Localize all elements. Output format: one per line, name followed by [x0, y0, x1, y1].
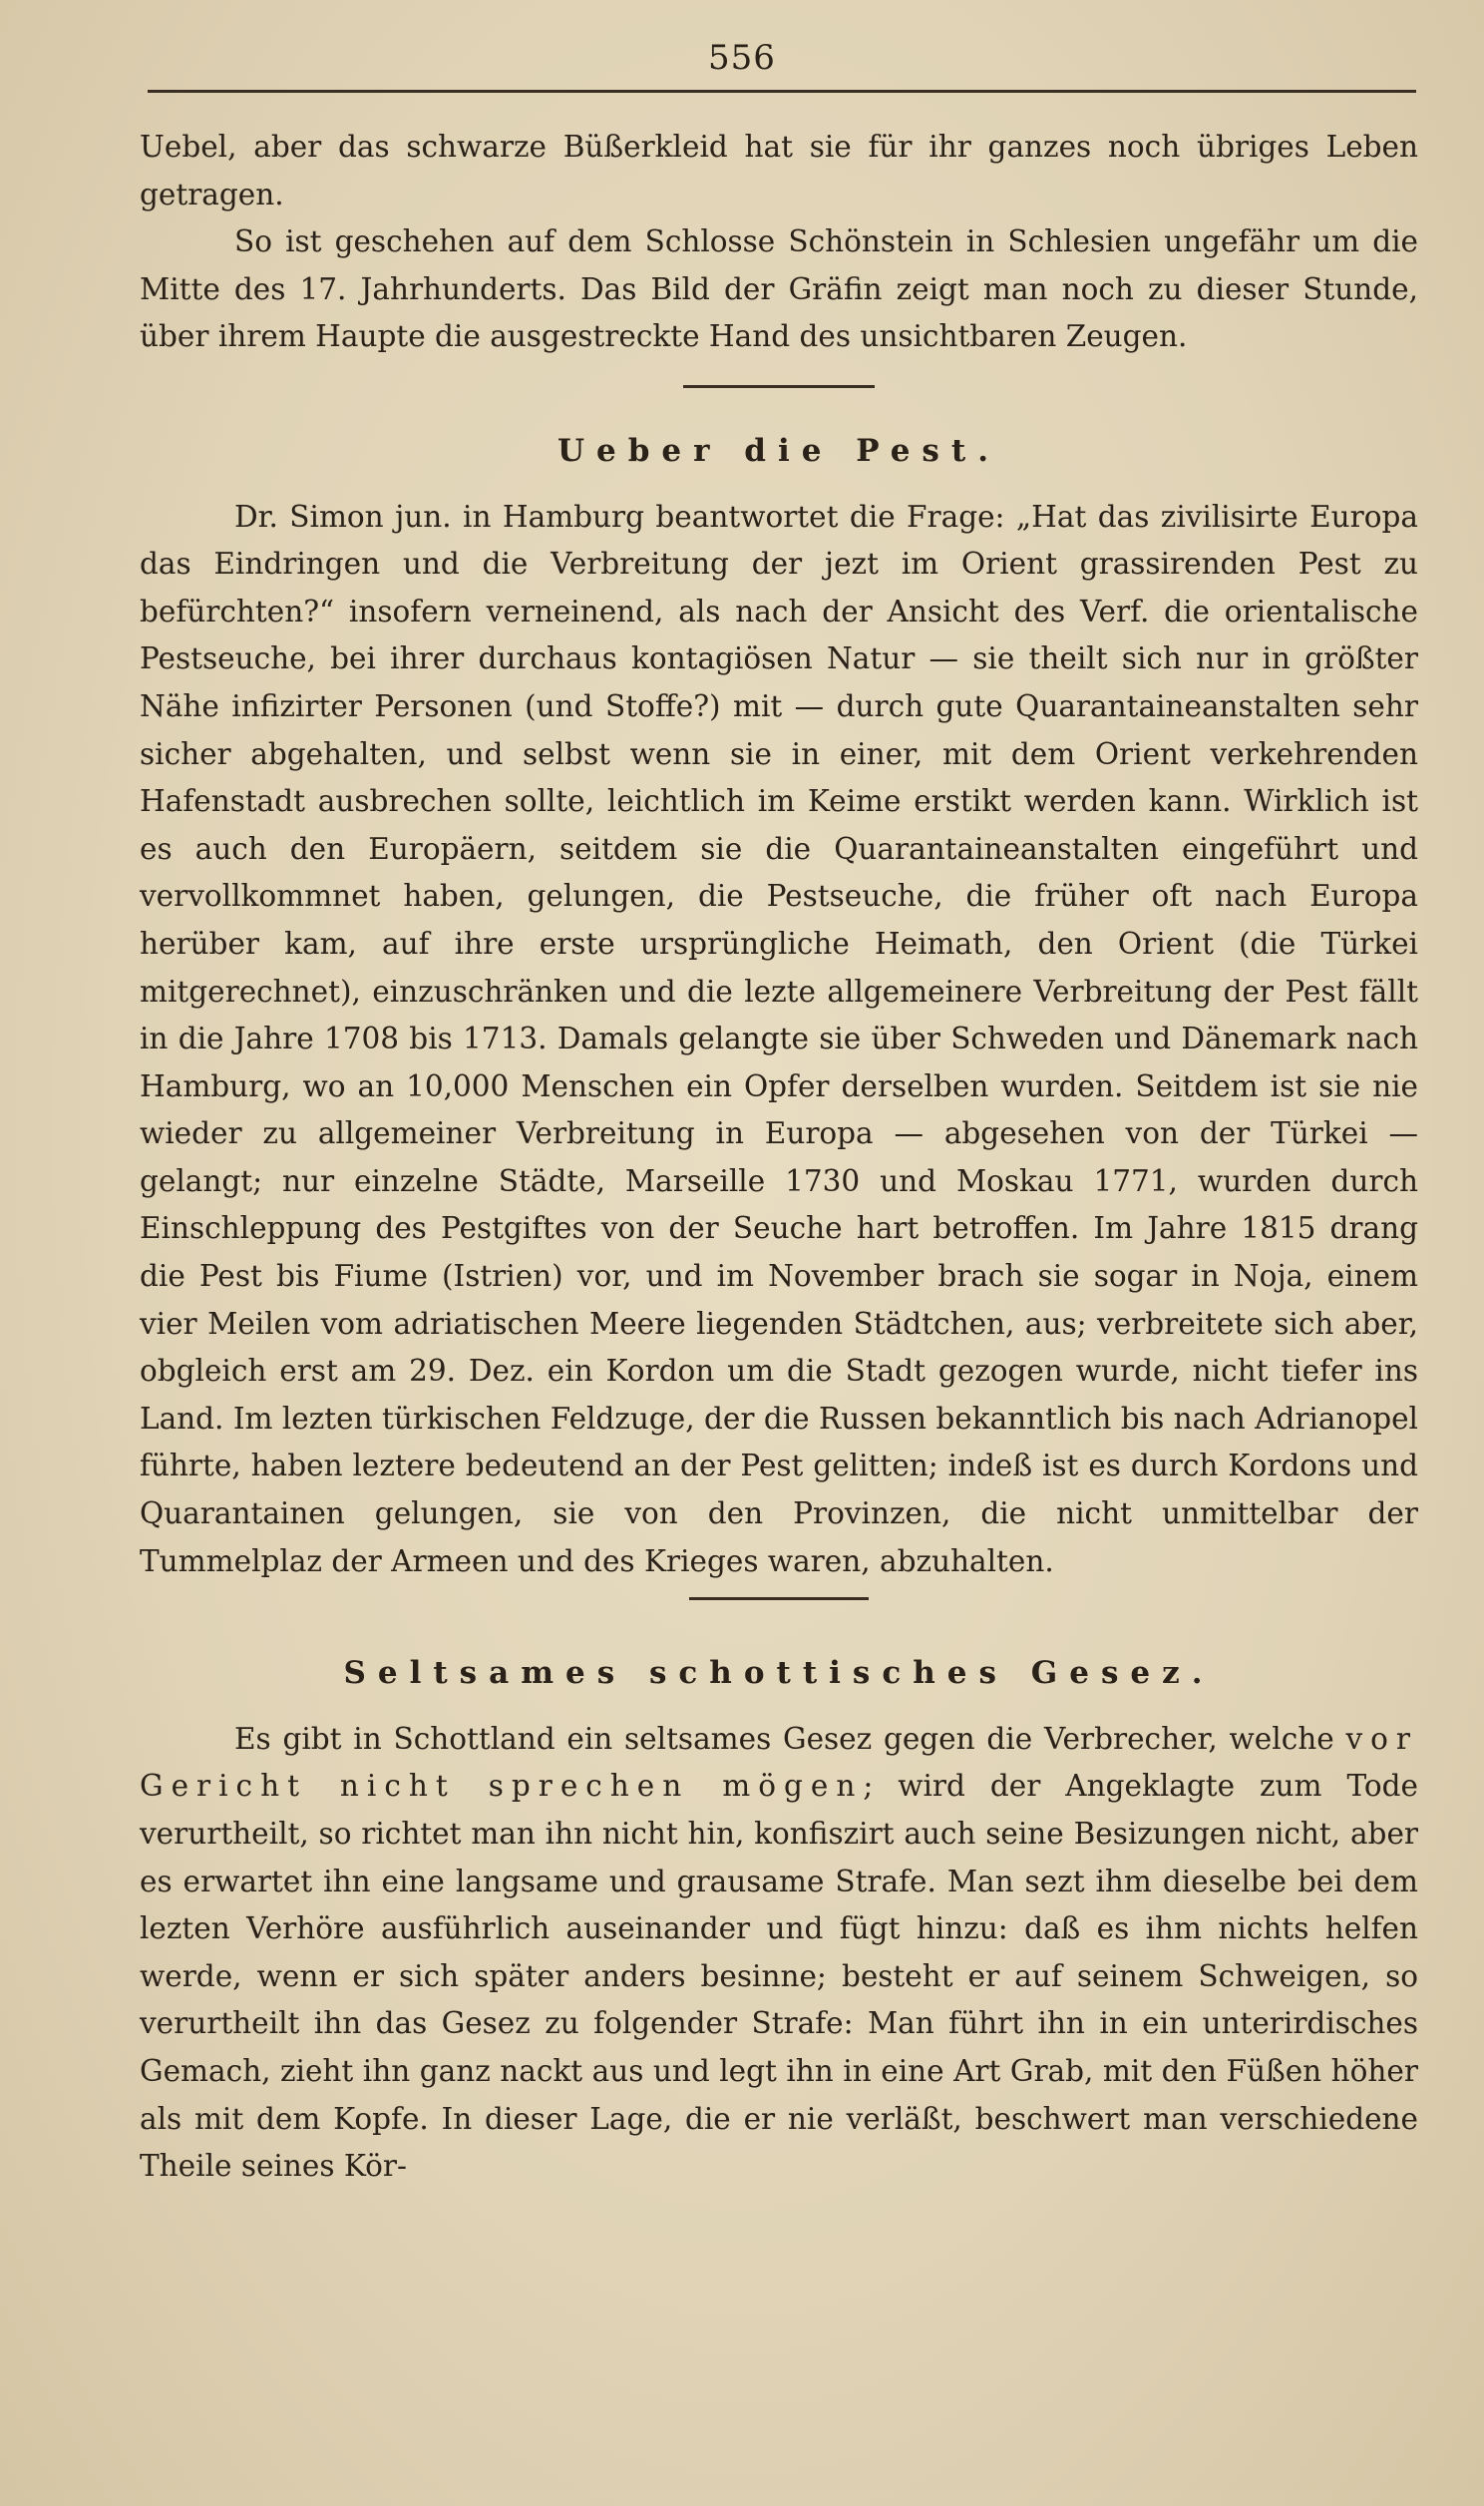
paragraph-gesez-emphasis: vor Gericht nicht sprechen mögen: [140, 1721, 1418, 1804]
paragraph-gesez-rest: ; wird der Angeklagte zum Tode verurtheilt, so richtet man ihn nicht hin, konfiszirt auch seine Besizungen nicht, aber es erwartet ihn eine langsame und grausame Strafe. Man sezt ihm dieselbe bei dem lezten Verhöre ausführlich auseinander und fügt hinzu: daß es ihm nichts helfen werde, wenn er sich später anders besinne; besteht er auf seinem Schweigen, so verurtheilt ihn das Gesez zu folgender Strafe: Man führt ihn in ein unterirdisches Gemach, zieht ihn ganz nackt aus und legt ihn in eine Art Grab, mit den Füßen höher als mit dem Kopfe. In dieser Lage, die er nie verläßt, beschwert man verschiedene Theile seines Kör-: [140, 1769, 1418, 2184]
section-divider: [689, 1597, 869, 1600]
paragraph-gesez-start: Es gibt in Schottland ein seltsames Gesez gegen die Verbrecher, welche: [234, 1721, 1334, 1756]
paragraph-pest: Dr. Simon jun. in Hamburg beantwortet die Frage: „Hat das zivilisirte Europa das Eindringen und die Verbreitung der jezt im Orient grassirenden Pest zu befürchten?“ insofern verneinend, als nach der Ansicht des Verf. die orientalische Pestseuche, bei ihrer durchaus kontagiösen Natur — sie theilt sich nur in größter Nähe infizirter Personen (und Stoffe?) mit — durch gute Quarantaineanstalten sehr sicher abgehalten, und selbst wenn sie in einer, mit dem Orient verkehrenden Hafenstadt ausbrechen sollte, leichtlich im Keime erstikt werden kann. Wirklich ist es auch den Europäern, seitdem sie die Quarantaineanstalten eingeführt und vervollkommnet haben, gelungen, die Pestseuche, die früher oft nach Europa herüber kam, auf ihre erste ursprüngliche Heimath, den Orient (die Türkei mitgerechnet), einzuschränken und die lezte allgemeinere Verbreitung der Pest fällt in die Jahre 1708 bis 1713. Damals gelangte sie über Schweden und Dänemark nach Hamburg, wo an 10,000 Menschen ein Opfer derselben wurden. Seitdem ist sie nie wieder zu allgemeiner Verbreitung in Europa — abgesehen von der Türkei — gelangt; nur einzelne Städte, Marseille 1730 und Moskau 1771, wurden durch Einschleppung des Pestgiftes von der Seuche hart betroffen. Im Jahre 1815 drang die Pest bis Fiume (Istrien) vor, und im November brach sie sogar in Noja, einem vier Meilen vom adriatischen Meere liegenden Städtchen, aus; verbreitete sich aber, obgleich erst am 29. Dez. ein Kordon um die Stadt gezogen wurde, nicht tiefer ins Land. Im lezten türkischen Feldzuge, der die Russen bekanntlich bis nach Adrianopel führte, haben leztere bedeutend an der Pest gelitten; indeß ist es durch Kordons und Quarantainen gelungen, sie von den Provinzen, die nicht unmittelbar der Tummelplaz der Armeen und des Krieges waren, abzuhalten.: [140, 499, 1418, 1578]
page-number: 556: [708, 38, 776, 78]
paragraph-schoenstein: So ist geschehen auf dem Schlosse Schönstein in Schlesien ungefähr um die Mitte des 17. Jahrhunderts. Das Bild der Gräfin zeigt man noch zu dieser Stunde, über ihrem Haupte die ausgestreckte Hand des unsichtbaren Zeugen.: [140, 224, 1418, 354]
paragraph-gesez: [140, 1716, 1418, 2191]
paragraph-continuation: Uebel, aber das schwarze Büßerkleid hat sie für ihr ganzes noch übriges Leben getragen.: [140, 130, 1418, 211]
section-title-pest: Ueber die Pest.: [556, 432, 1000, 469]
section-title-gesez: Seltsames schottisches Gesez.: [343, 1655, 1215, 1692]
page-body: [140, 124, 1418, 2191]
header-rule: [148, 90, 1416, 93]
section-divider: [683, 385, 875, 388]
